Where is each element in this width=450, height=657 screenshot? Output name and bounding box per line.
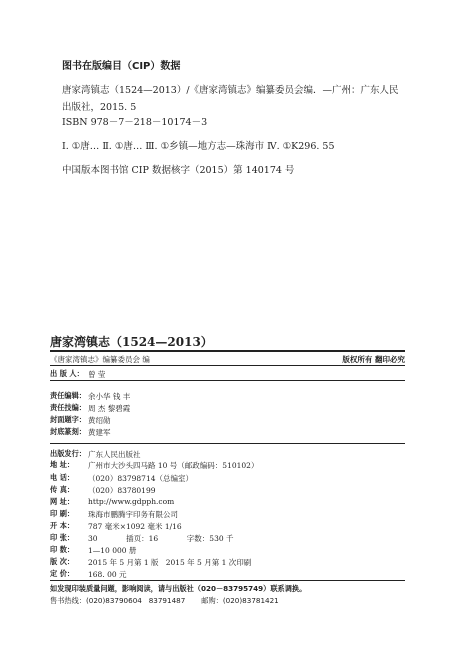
credit-value: 周 杰 黎碧霞 [88, 404, 131, 413]
publication-row [50, 473, 193, 484]
publication-value: 2015 年 5 月第 1 版 2015 年 5 月第 1 次印刷 [88, 558, 252, 567]
publication-label: 电 话： [50, 473, 75, 482]
publication-label: 出版发行： [50, 449, 86, 458]
publication-value: 30 插页：16 字数：530 千 [88, 534, 234, 543]
publication-value: 广州市大沙头四马路 10 号（邮政编码：510102） [88, 461, 259, 470]
divider [50, 380, 405, 381]
price-value: 168. 00 元 [88, 570, 127, 579]
publication-label: 定 价： [50, 569, 75, 578]
publication-label: 印 张： [50, 533, 75, 542]
publication-label: 地 址： [50, 460, 75, 469]
publication-label: 网 址： [50, 497, 75, 506]
credit-label: 出 版 人： [50, 369, 84, 378]
publication-row [50, 545, 136, 556]
credit-label: 责任技编： [50, 403, 86, 412]
credit-row [50, 415, 111, 426]
cip-heading: 图书在版编目（CIP）数据 [62, 61, 181, 72]
rights-notice: 版权所有 翻印必究 [342, 355, 405, 364]
sales-hotline: 售书热线：(020)83790604 83791487 邮购：(020)83781421 [50, 596, 279, 605]
credit-row [50, 403, 130, 414]
publication-value: 广东人民出版社 [88, 450, 141, 459]
cip-classification: Ⅰ. ①唐… Ⅱ. ①唐… Ⅲ. ①乡镇—地方志—珠海市 Ⅳ. ①K296. 55 [62, 141, 335, 152]
credit-value: 曾 莹 [88, 370, 106, 379]
credit-label: 责任编辑： [50, 391, 86, 400]
credit-row [50, 391, 130, 402]
divider [50, 365, 405, 366]
publication-row [50, 449, 141, 460]
quality-notice: 如发现印装质量问题，影响阅读，请与出版社（020－83795749）联系调换。 [50, 584, 307, 593]
credit-label: 封底篆刻： [50, 427, 86, 436]
credit-value: 余小华 钱 丰 [88, 392, 131, 401]
cip-entry-line: 出版社，2015. 5 [62, 102, 137, 113]
cip-record-number: 中国版本图书馆 CIP 数据核字（2015）第 140174 号 [62, 165, 295, 176]
publication-value: （020）83798714（总编室） [88, 474, 193, 483]
divider [50, 350, 405, 352]
book-title: 唐家湾镇志（1524—2013） [50, 335, 213, 349]
publication-value: （020）83780199 [88, 486, 156, 495]
publication-row [50, 460, 258, 471]
publication-row [50, 569, 127, 580]
publication-value: 珠海市鹏腾宇印务有限公司 [88, 510, 178, 519]
credit-label: 封面题字： [50, 415, 86, 424]
publication-row [50, 521, 182, 532]
publication-row [50, 485, 156, 496]
publication-label: 版 次： [50, 557, 75, 566]
publication-row [50, 533, 234, 544]
credit-value: 黄建军 [88, 428, 111, 437]
credit-row [50, 369, 105, 380]
book-editor: 《唐家湾镇志》编纂委员会 编 [50, 355, 150, 364]
credit-value: 黄绍勋 [88, 416, 111, 425]
website-link[interactable]: http://www.gdpph.com [88, 497, 175, 506]
cip-entry-line: 唐家湾镇志（1524—2013）/《唐家湾镇志》编纂委员会编．—广州：广东人民 [62, 85, 399, 96]
credit-row [50, 427, 111, 438]
cip-isbn: ISBN 978－7－218－10174－3 [62, 117, 208, 128]
publication-label: 传 真： [50, 485, 75, 494]
divider [50, 443, 405, 444]
divider [50, 580, 405, 581]
publication-value: 787 毫米×1092 毫米 1/16 [88, 522, 182, 531]
publication-row [50, 509, 178, 520]
publication-label: 开 本： [50, 521, 75, 530]
publication-value: 1—10 000 册 [88, 546, 137, 555]
publication-row [50, 557, 251, 568]
publication-label: 印 数： [50, 545, 75, 554]
publication-label: 印 刷： [50, 509, 75, 518]
publication-row [50, 497, 174, 507]
